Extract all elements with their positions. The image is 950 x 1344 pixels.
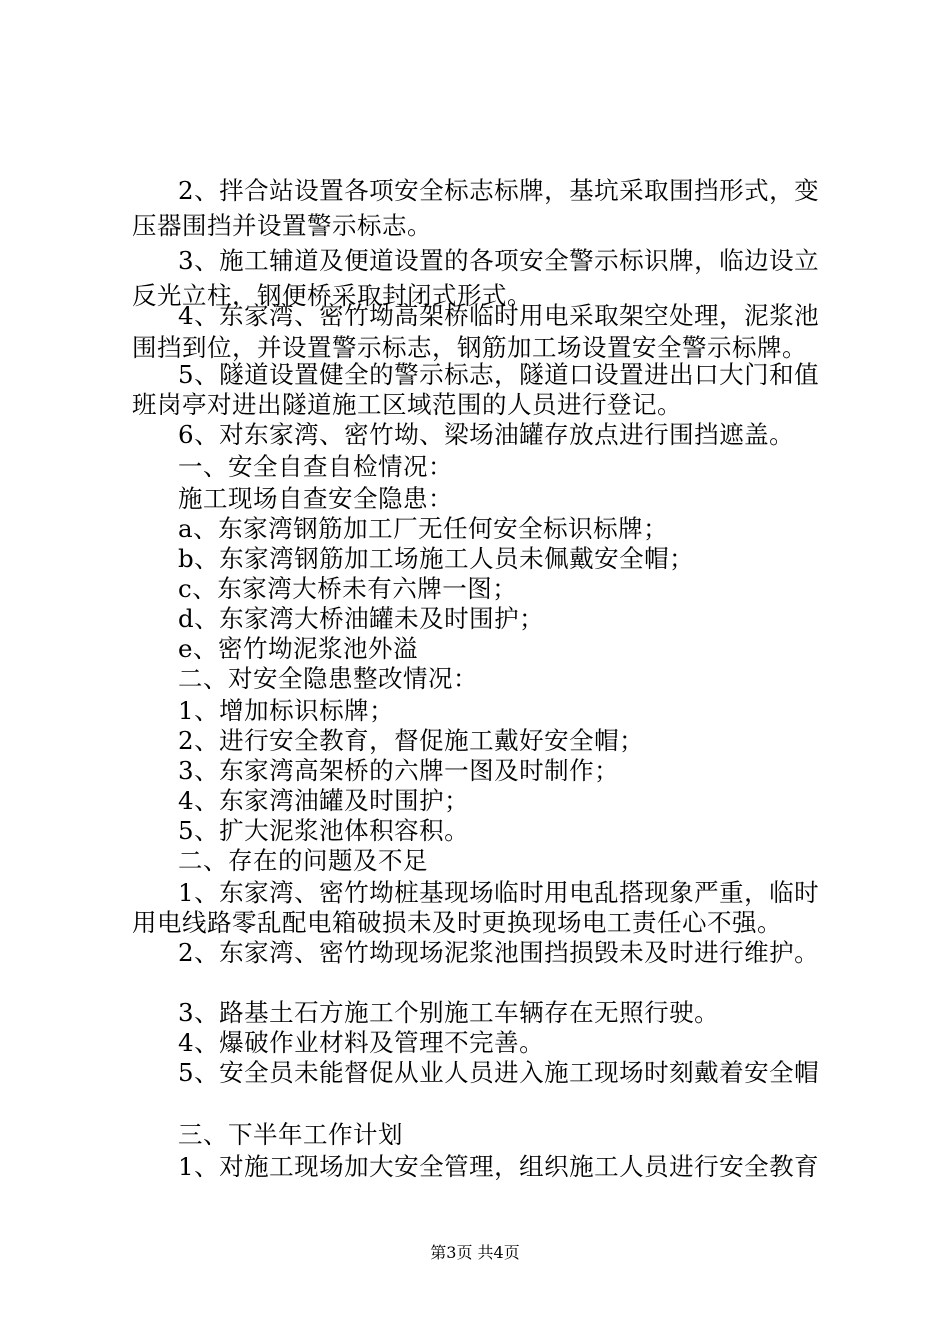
- paragraph-line: 1、对施工现场加大安全管理，组织施工人员进行安全教育: [178, 1152, 820, 1181]
- section-heading: 二、存在的问题及不足: [178, 846, 428, 875]
- list-item: b、东家湾钢筋加工场施工人员未佩戴安全帽；: [178, 544, 695, 573]
- list-item: a、东家湾钢筋加工厂无任何安全标识标牌；: [178, 514, 669, 543]
- list-item: 1、增加标识标牌；: [178, 696, 395, 725]
- paragraph-line: 5、安全员未能督促从业人员进入施工现场时刻戴着安全帽: [178, 1058, 820, 1087]
- paragraph-line: 压器围挡并设置警示标志。: [132, 211, 432, 240]
- paragraph-line: 4、东家湾、密竹坳高架桥临时用电采取架空处理，泥浆池: [178, 301, 820, 330]
- paragraph-line: 1、东家湾、密竹坳桩基现场临时用电乱搭现象严重，临时: [178, 878, 820, 907]
- section-heading: 三、下半年工作计划: [178, 1120, 403, 1149]
- paragraph-line: 3、施工辅道及便道设置的各项安全警示标识牌，临边设立: [178, 246, 820, 275]
- paragraph-line: 2、东家湾、密竹坳现场泥浆池围挡损毁未及时进行维护。: [178, 938, 820, 967]
- paragraph-line: 围挡到位，并设置警示标志，钢筋加工场设置安全警示标牌。: [132, 333, 807, 362]
- paragraph-line: 2、拌合站设置各项安全标志标牌，基坑采取围挡形式，变: [178, 176, 820, 205]
- paragraph-line: 反光立柱，钢便桥采取封闭式形式。: [132, 281, 532, 310]
- list-item: 5、扩大泥浆池体积容积。: [178, 816, 470, 845]
- paragraph-line: 施工现场自查安全隐患：: [178, 484, 453, 513]
- list-item: c、东家湾大桥未有六牌一图；: [178, 574, 518, 603]
- paragraph-line: 3、路基土石方施工个别施工车辆存在无照行驶。: [178, 998, 720, 1027]
- page-footer: 第3页 共4页: [430, 1243, 520, 1262]
- paragraph-line: 班岗亭对进出隧道施工区域范围的人员进行登记。: [132, 390, 682, 419]
- paragraph-line: 5、隧道设置健全的警示标志，隧道口设置进出口大门和值: [178, 360, 820, 389]
- paragraph-line: 用电线路零乱配电箱破损未及时更换现场电工责任心不强。: [132, 908, 782, 937]
- list-item: 2、进行安全教育，督促施工戴好安全帽；: [178, 726, 645, 755]
- list-item: 4、东家湾油罐及时围护；: [178, 786, 470, 815]
- list-item: 3、东家湾高架桥的六牌一图及时制作；: [178, 756, 620, 785]
- list-item: e、密竹坳泥浆池外溢: [178, 634, 418, 663]
- paragraph-line: 6、对东家湾、密竹坳、梁场油罐存放点进行围挡遮盖。: [178, 420, 795, 449]
- paragraph-line: 4、爆破作业材料及管理不完善。: [178, 1028, 545, 1057]
- list-item: d、东家湾大桥油罐未及时围护；: [178, 604, 545, 633]
- section-heading: 二、对安全隐患整改情况：: [178, 664, 478, 693]
- section-heading: 一、安全自查自检情况：: [178, 452, 453, 481]
